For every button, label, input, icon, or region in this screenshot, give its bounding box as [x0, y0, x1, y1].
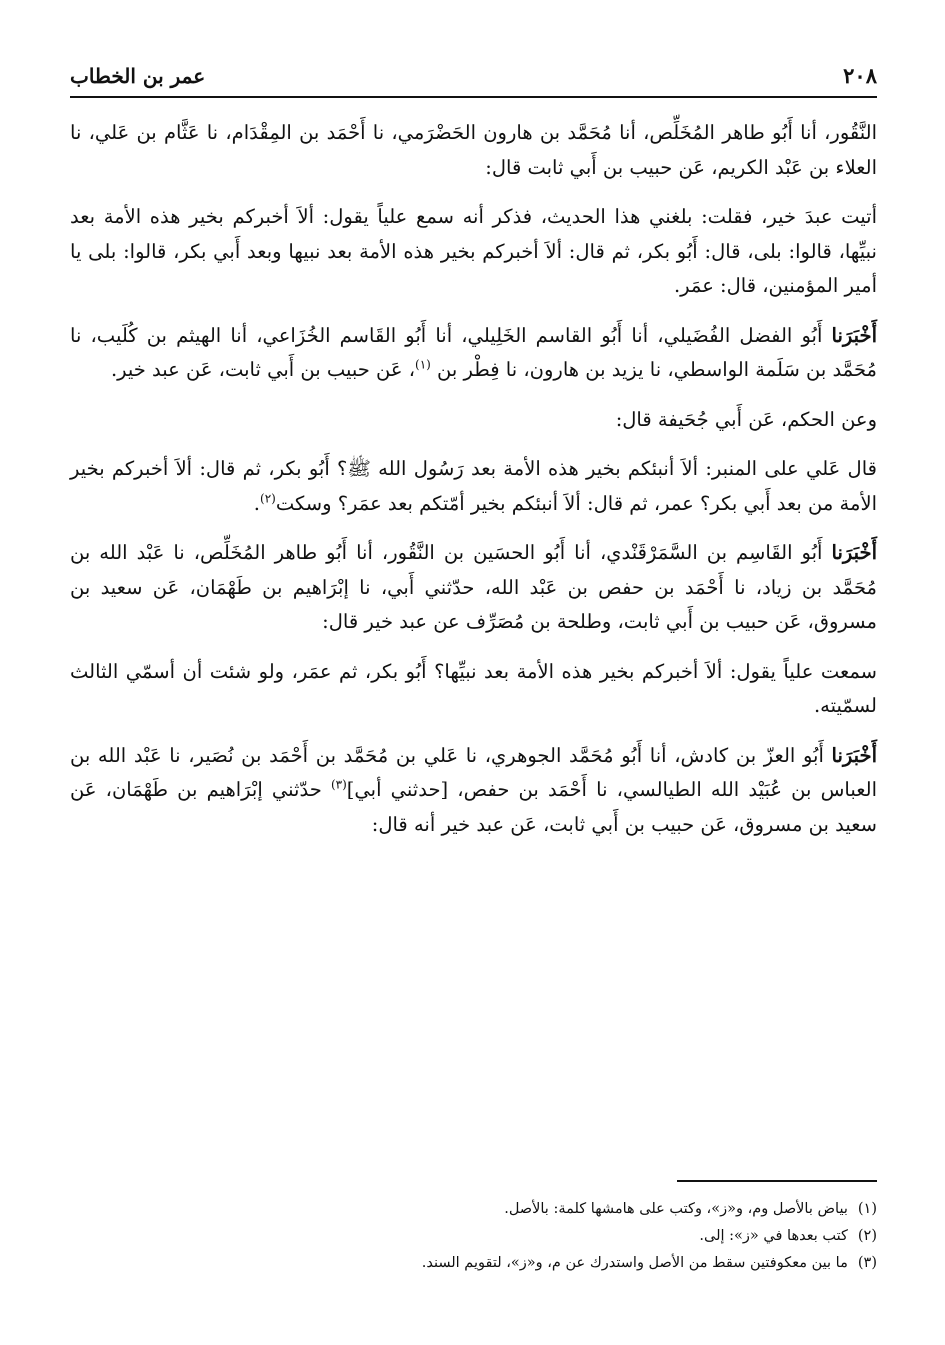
main-text — [70, 116, 877, 842]
footnote-3 — [70, 1252, 877, 1275]
footnote-text: ما بين معكوفتين سقط من الأصل واستدرك عن م، و«ز»، لتقويم السند. — [421, 1255, 848, 1271]
page-number: ٢٠٨ — [843, 63, 877, 88]
narration-lead: أَخْبَرَنا — [831, 323, 877, 347]
footnote-divider — [677, 1180, 877, 1182]
footnote-text: بياض بالأصل وم، و«ز»، وكتب على هامشها كلمة: بالأصل. — [504, 1201, 848, 1217]
paragraph-text: وعن الحكم، عَن أَبي جُحَيفة قال: — [615, 407, 877, 431]
paragraph-7 — [70, 655, 877, 724]
footnote-mark: (٣) — [857, 1255, 877, 1271]
paragraph-1 — [70, 116, 877, 185]
paragraph-text: قال عَلي على المنبر: ألاَ أنبئكم بخير هذه الأمة بعد رَسُول الله ﷺ؟ أَبُو بكر، ثم قال: ألاَ أخبركم بخير الأمة من بعد أَبي بكر؟ عمر، ثم قال: ألاَ أنبئكم بخير أمّتكم بعد عمَر؟ وسكت — [70, 457, 877, 515]
narration-lead: أَخْبَرَنا — [831, 743, 877, 767]
paragraph-8 — [70, 739, 877, 843]
footnote-mark: (٢) — [857, 1228, 877, 1244]
paragraph-text-continued: ، عَن حبيب بن أَبي ثابت، عَن عبد خير. — [110, 358, 416, 381]
paragraph-text: أَبُو القَاسِم بن السَّمَرْقَنْدي، أنا أَبُو الحسَين بن النَّقُور، أنا أَبُو طاهر المُخَلِّص، نا عَبْد الله بن مُحَمَّد بن زياد، نا أَحْمَد بن حفص بن عَبْد الله، حدّثني أَبي، نا إبْرَاهيم بن طَهْمَان، عَن سعيد بن مسروق، عَن حبيب بن أَبي ثابت، وطلحة بن مُصَرِّف عن عبد خير قال: — [70, 541, 877, 633]
page-header — [70, 62, 877, 98]
paragraph-text-continued: حدّثني إبْرَاهيم بن طَهْمَان، عَن سعيد بن مسروق، عَن حبيب بن أَبي ثابت، عَن عبد خير أنه قال: — [70, 778, 877, 836]
paragraph-text: النَّقُور، أنا أَبُو طاهر المُخَلِّص، أنا مُحَمَّد بن هارون الحَضْرَمي، نا أَحْمَد بن المِقْدَام، نا عَثَّام بن عَلي، نا العلاء بن عَبْد الكريم، عَن حبيب بن أَبي ثابت قال: — [70, 121, 877, 179]
paragraph-5 — [70, 452, 877, 521]
paragraph-2 — [70, 200, 877, 304]
footnotes — [70, 1180, 877, 1279]
footnote-ref-2: (٢) — [260, 491, 276, 505]
paragraph-text-continued: . — [253, 491, 260, 515]
footnote-1 — [70, 1198, 877, 1221]
footnote-ref-3: (٣) — [330, 777, 347, 792]
narration-lead: أَخْبَرَنا — [831, 541, 877, 564]
footnote-2 — [70, 1225, 877, 1248]
paragraph-text: أَبُو الفضل الفُضَيلي، أنا أَبُو القاسم الخَلِيلي، أنا أَبُو القَاسم الخُزَاعي، أنا الهيثم بن كُلَيب، نا مُحَمَّد بن سَلَمة الواسطي، نا يزيد بن هارون، نا فِطْر بن — [70, 323, 877, 381]
paragraph-text: أَبُو العزّ بن كادش، أنا أَبُو مُحَمَّد الجوهري، نا عَلي بن مُحَمَّد بن أَحْمَد بن نُصَير، نا عَبْد الله بن العباس بن عُبَيْد الله الطيالسي، نا أَحْمَد بن حفص، [حدثني أبي] — [70, 743, 877, 801]
paragraph-4 — [70, 403, 877, 438]
footnote-ref-1: (١) — [415, 357, 431, 372]
paragraph-6 — [70, 536, 877, 640]
paragraph-text: سمعت علياً يقول: ألاَ أخبركم بخير هذه الأمة بعد نبيِّها؟ أَبُو بكر، ثم عمَر، ولو شئت أن أسمّي الثالث لسمّيته. — [70, 659, 877, 717]
paragraph-3 — [70, 319, 877, 388]
footnote-text: كتب بعدها في «ز»: إلى. — [699, 1228, 848, 1244]
running-title: عمر بن الخطاب — [70, 64, 206, 88]
footnote-mark: (١) — [857, 1201, 877, 1217]
paragraph-text: أتيت عبدَ خير، فقلت: بلغني هذا الحديث، فذكر أنه سمع علياً يقول: ألاَ أخبركم بخير هذه الأمة بعد نبيِّها، قالوا: بلى، قال: أَبُو بكر، ثم قال: ألاَ أخبركم بخير هذه الأمة بعد نبيها وبعد أَبي بكر، قالوا: بلى يا أمير المؤمنين، قال: عمَر. — [70, 205, 877, 297]
